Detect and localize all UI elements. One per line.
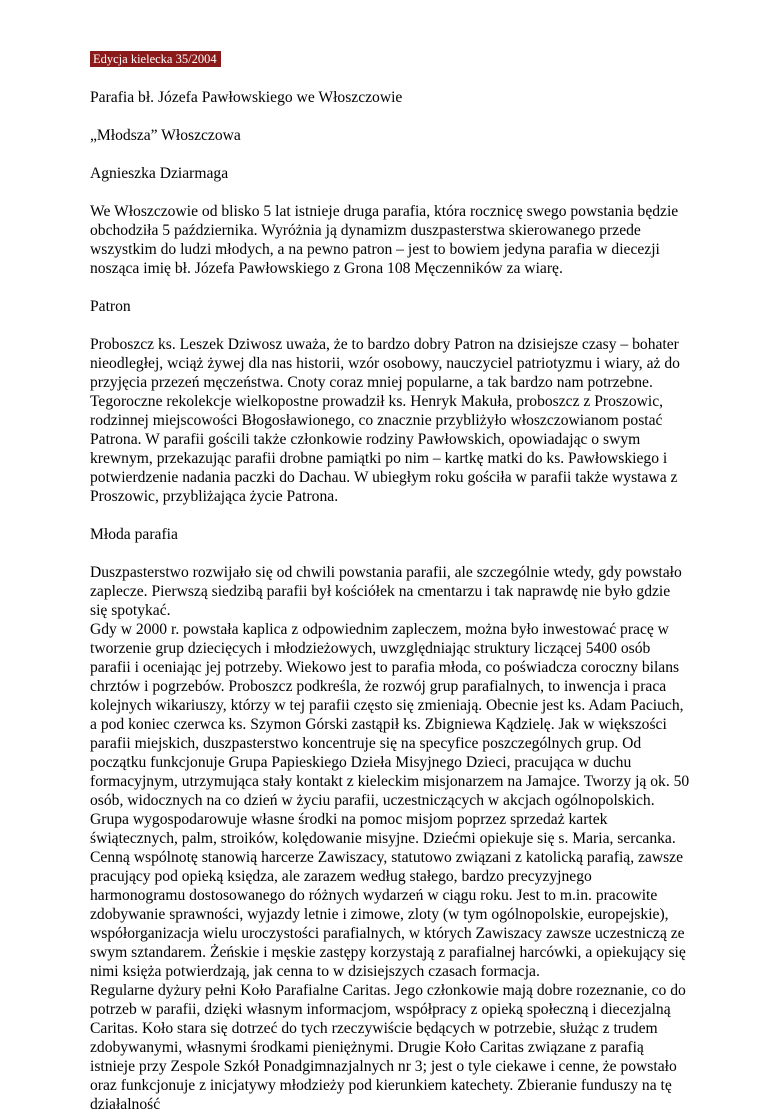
- document-page: [90, 50, 690, 1114]
- young-parish-paragraph-1: Duszpasterstwo rozwijało się od chwili powstania parafii, ale szczególnie wtedy, gdy powstało zaplecze. Pierwszą siedzibą parafii był kościółek na cmentarzu i tak naprawdę nie było gdzie się spotykać.: [90, 564, 682, 619]
- article-title: „Młodsza” Włoszczowa: [90, 127, 241, 144]
- patron-paragraph: Proboszcz ks. Leszek Dziwosz uważa, że to bardzo dobry Patron na dzisiejsze czasy – bohater nieodległej, wciąż żywej dla nas historii, wzór osobowy, nauczyciel patriotyzmu i wiary, aż do przyjęcia przezeń męczeństwa. Cnoty coraz mniej popularne, a tak bardzo nam potrzebne. Tegoroczne rekolekcje wielkopostne prowadził ks. Henryk Makuła, proboszcz z Proszowic, rodzinnej miejscowości Błogosławionego, co znacznie przybliżyło włoszczowianom postać Patrona. W parafii gościli także członkowie rodziny Pawłowskich, opowiadając o swym krewnym, przekazując parafii drobne pamiątki po nim – kartkę matki do ks. Pawłowskiego i potwierdzenie nadania paczki do Dachau. W ubiegłym roku gościła w parafii także wystawa z Proszowic, przybliżająca życie Patrona.: [90, 336, 680, 505]
- young-parish-paragraph-2: Gdy w 2000 r. powstała kaplica z odpowiednim zapleczem, można było inwestować pracę w tworzenie grup dziecięcych i młodzieżowych, uwzględniając struktury liczącej 5400 osób parafii i oceniając jej potrzeby. Wiekowo jest to parafia młoda, co poświadcza coroczny bilans chrztów i pogrzebów. Proboszcz podkreśla, że rozwój grup parafialnych, to inwencja i praca kolejnych wikariuszy, którzy w tej parafii często się zmieniają. Obecnie jest ks. Adam Paciuch, a pod koniec czerwca ks. Szymon Górski zastąpił ks. Zbigniewa Kądzielę. Jak w większości parafii miejskich, duszpasterstwo koncentruje się na specyfice poszczególnych grup. Od początku funkcjonuje Grupa Papieskiego Dzieła Misyjnego Dzieci, pracująca w duchu formacyjnym, utrzymująca stały kontakt z kieleckim misjonarzem na Jamajce. Tworzy ją ok. 50 osób, widocznych na co dzień w życiu parafii, uczestniczących w akcjach ogólnopolskich. Grupa wygospodarowuje własne środki na pomoc misjom poprzez sprzedaż kartek świątecznych, palm, stroików, kolędowanie misyjne. Dziećmi opiekuje się s. Maria, sercanka. Cenną wspólnotę stanowią harcerze Zawiszacy, statutowo związani z katolicką parafią, zawsze pracujący pod opieką księdza, ale zarazem według stałego, bardzo precyzyjnego harmonogramu dostosowanego do różnych wydarzeń w ciągu roku. Jest to m.in. pracowite zdobywanie sprawności, wyjazdy letnie i zimowe, zloty (w tym ogólnopolskie, europejskie), współorganizacja wielu uroczystości parafialnych, w których Zawiszacy zawsze uczestniczą ze swym sztandarem. Żeńskie i męskie zastępy korzystają z parafialnej harcówki, a opiekujący się nimi księża potwierdzają, jak cenna to w dzisiejszych czasach formacja.: [90, 621, 690, 980]
- section-heading-young-parish: Młoda parafia: [90, 526, 178, 543]
- intro-paragraph: We Włoszczowie od blisko 5 lat istnieje druga parafia, która rocznicę swego powstania będzie obchodziła 5 października. Wyróżnia ją dynamizm duszpasterstwa skierowanego przede wszystkim do ludzi młodych, a na pewno patron – jest to bowiem jedyna parafia w diecezji nosząca imię bł. Józefa Pawłowskiego z Grona 108 Męczenników za wiarę.: [90, 203, 679, 277]
- section-heading-patron: Patron: [90, 298, 131, 315]
- article-author: Agnieszka Dziarmaga: [90, 165, 229, 182]
- young-parish-paragraph-3: Regularne dyżury pełni Koło Parafialne Caritas. Jego członkowie mają dobre rozeznanie, co do potrzeb w parafii, dzięki własnym informacjom, współpracy z opieką społeczną i diecezjalną Caritas. Koło stara się dotrzeć do tych rzeczywiście będących w potrzebie, służąc z trudem zdobywanymi, własnymi środkami pieniężnymi. Drugie Koło Caritas związane z parafią istnieje przy Zespole Szkół Ponadgimnazjalnych nr 3; jest o tyle ciekawe i cenne, że powstało oraz funkcjonuje z inicjatywy młodzieży pod kierunkiem katechety. Zbieranie funduszy na tę działalność: [90, 982, 686, 1113]
- parish-name: Parafia bł. Józefa Pawłowskiego we Włoszczowie: [90, 89, 403, 106]
- edition-badge: Edycja kielecka 35/2004: [90, 51, 221, 67]
